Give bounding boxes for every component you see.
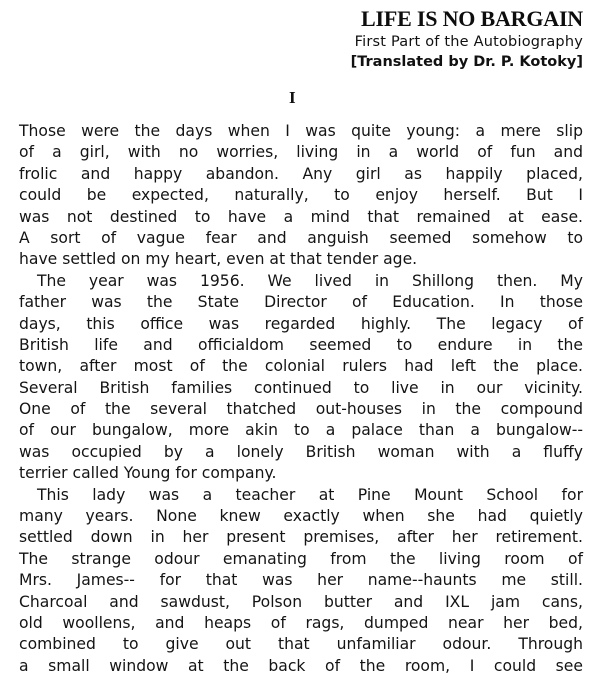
- document-subtitle: First Part of the Autobiography: [354, 34, 583, 50]
- text-line: The year was 1956. We lived in Shillong then. My: [37, 271, 583, 290]
- paragraph-1: [19, 121, 583, 271]
- text-line: of a girl, with no worries, living in a world of fun and: [19, 143, 583, 162]
- text-line: A sort of vague fear and anguish seemed somehow to: [19, 228, 583, 247]
- text-line: One of the several thatched out-houses in the compound: [19, 400, 583, 419]
- text-line: old woollens, and heaps of rags, dumped near her bed,: [19, 613, 583, 632]
- text-line: British life and officialdom seemed to endure in the: [19, 335, 583, 354]
- paragraph-3: [19, 485, 583, 678]
- text-line: Charcoal and sawdust, Polson butter and IXL jam cans,: [19, 592, 583, 611]
- text-line: a small window at the back of the room, I could see: [19, 656, 583, 675]
- text-line: days, this office was regarded highly. The legacy of: [19, 314, 583, 333]
- document-header: [351, 6, 583, 72]
- text-line: Mrs. James-- for that was her name--haunts me still.: [19, 571, 583, 590]
- section-number: I: [289, 88, 296, 107]
- text-line: have settled on my heart, even at that tender age.: [19, 250, 418, 269]
- text-line: frolic and happy abandon. Any girl as happily placed,: [19, 164, 583, 183]
- text-line: terrier called Young for company.: [19, 464, 277, 483]
- document-title: LIFE IS NO BARGAIN: [361, 6, 583, 31]
- text-line: This lady was a teacher at Pine Mount School for: [37, 485, 583, 504]
- translator-credit: [Translated by Dr. P. Kotoky]: [350, 54, 583, 70]
- text-line: many years. None knew exactly when she had quietly: [19, 507, 583, 526]
- text-line: The strange odour emanating from the living room of: [19, 549, 583, 568]
- text-line: could be expected, naturally, to enjoy herself. But I: [19, 186, 583, 205]
- paragraph-2: [19, 271, 583, 485]
- body-text: [19, 121, 583, 677]
- text-line: settled down in her present premises, after her retirement.: [19, 528, 583, 547]
- text-line: Several British families continued to live in our vicinity.: [19, 378, 583, 397]
- text-line: of our bungalow, more akin to a palace than a bungalow--: [19, 421, 583, 440]
- text-line: combined to give out that unfamiliar odour. Through: [19, 635, 583, 654]
- text-line: was not destined to have a mind that remained at ease.: [19, 207, 583, 226]
- text-line: Those were the days when I was quite young: a mere slip: [19, 122, 583, 140]
- text-line: was occupied by a lonely British woman with a fluffy: [19, 442, 583, 461]
- text-line: town, after most of the colonial rulers had left the place.: [19, 357, 583, 376]
- text-line: father was the State Director of Education. In those: [19, 293, 583, 312]
